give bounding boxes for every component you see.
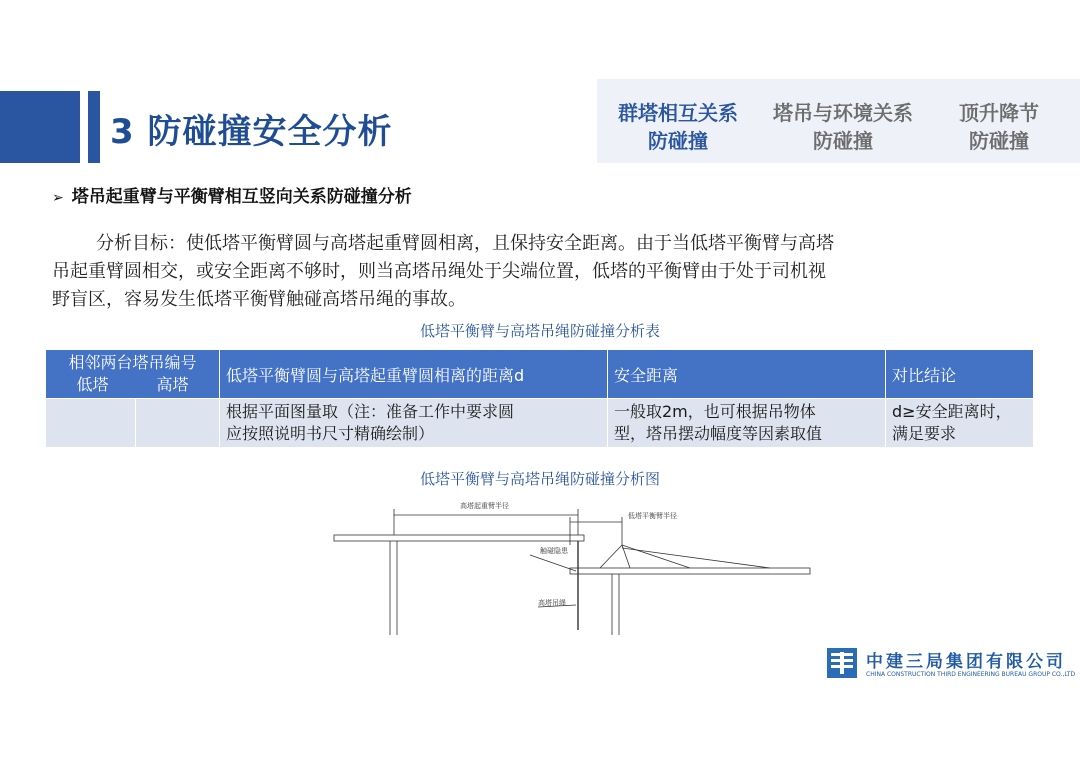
cell-text-line: 根据平面图量取（注：准备工作中要求圆	[226, 402, 515, 421]
cell-high-tower	[136, 399, 220, 448]
tab-label-line1: 顶升降节	[959, 101, 1039, 125]
header-safety: 安全距离	[608, 350, 886, 399]
header-tower-pair	[46, 350, 220, 399]
label-high-rope: 高塔吊绳	[538, 599, 566, 607]
section-title: 3 防碰撞安全分析	[110, 112, 393, 152]
cell-text-line: 一般取2m，也可根据吊物体	[614, 402, 816, 421]
high-tower-jib	[334, 535, 584, 541]
header-distance: 低塔平衡臂圆与高塔起重臂圆相离的距离d	[220, 350, 608, 399]
header-low-tower: 低塔	[76, 375, 109, 394]
cell-text-line: 应按照说明书尺寸精确绘制）	[226, 424, 435, 443]
table-row	[46, 399, 1034, 448]
analysis-paragraph	[52, 230, 1032, 314]
subheading	[52, 182, 412, 207]
header-conclusion: 对比结论	[886, 350, 1034, 399]
company-logo-icon	[827, 648, 857, 678]
arrow-bullet-icon: ➢	[52, 190, 64, 206]
tab-climbing-collision[interactable]	[943, 99, 1055, 155]
header-pair-title: 相邻两台塔吊编号	[68, 353, 197, 372]
tab-label-line2: 防碰撞	[813, 129, 873, 153]
tab-environment-collision[interactable]	[763, 99, 923, 155]
company-name-cn: 中建三局集团有限公司	[866, 652, 1066, 672]
paragraph-line: 分析目标：使低塔平衡臂圆与高塔起重臂圆相离，且保持安全距离。由于当低塔平衡臂与高塔	[96, 233, 834, 254]
subheading-text: 塔吊起重臂与平衡臂相互竖向关系防碰撞分析	[71, 187, 412, 207]
low-tower-tie	[622, 548, 770, 568]
table-caption: 低塔平衡臂与高塔吊绳防碰撞分析表	[419, 322, 660, 340]
paragraph-line: 野盲区，容易发生低塔平衡臂触碰高塔吊绳的事故。	[52, 289, 466, 310]
analysis-table	[45, 349, 1034, 448]
collision-analysis-diagram	[330, 495, 820, 635]
tab-label-line1: 塔吊与环境关系	[773, 101, 913, 125]
low-tower-top	[600, 545, 622, 568]
low-tower-jib	[570, 568, 810, 574]
tab-label-line2: 防碰撞	[648, 129, 708, 153]
label-collision-hazard: 触碰隐患	[540, 547, 568, 555]
hazard-leader-line	[530, 555, 576, 571]
title-accent-stripe	[88, 91, 100, 163]
tab-group-tower-collision[interactable]	[605, 99, 751, 155]
company-name-en: CHINA CONSTRUCTION THIRD ENGINEERING BUREAU GROUP CO.,LTD	[866, 671, 1076, 678]
cell-text-line: 型，塔吊摆动幅度等因素取值	[614, 424, 823, 443]
cell-text-line: d≥安全距离时，	[892, 402, 1012, 421]
table-header-row	[46, 350, 1034, 399]
paragraph-line: 吊起重臂圆相交，或安全距离不够时，则当高塔吊绳处于尖端位置，低塔的平衡臂由于处于司机视	[52, 261, 826, 282]
tab-label-line1: 群塔相互关系	[618, 101, 738, 125]
title-accent-bar	[0, 91, 80, 163]
topic-tabs	[597, 79, 1080, 163]
tab-label-line2: 防碰撞	[969, 129, 1029, 153]
figure-caption: 低塔平衡臂与高塔吊绳防碰撞分析图	[419, 470, 660, 488]
cell-text-line: 满足要求	[892, 424, 957, 443]
cell-distance	[220, 399, 608, 448]
cell-safety	[608, 399, 886, 448]
cell-conclusion	[886, 399, 1034, 448]
cell-low-tower	[46, 399, 136, 448]
low-tower-tie	[622, 545, 690, 568]
header-high-tower: 高塔	[156, 375, 189, 394]
label-low-counter-radius: 低塔平衡臂半径	[628, 512, 677, 520]
label-high-jib-radius: 高塔起重臂半径	[460, 502, 509, 510]
